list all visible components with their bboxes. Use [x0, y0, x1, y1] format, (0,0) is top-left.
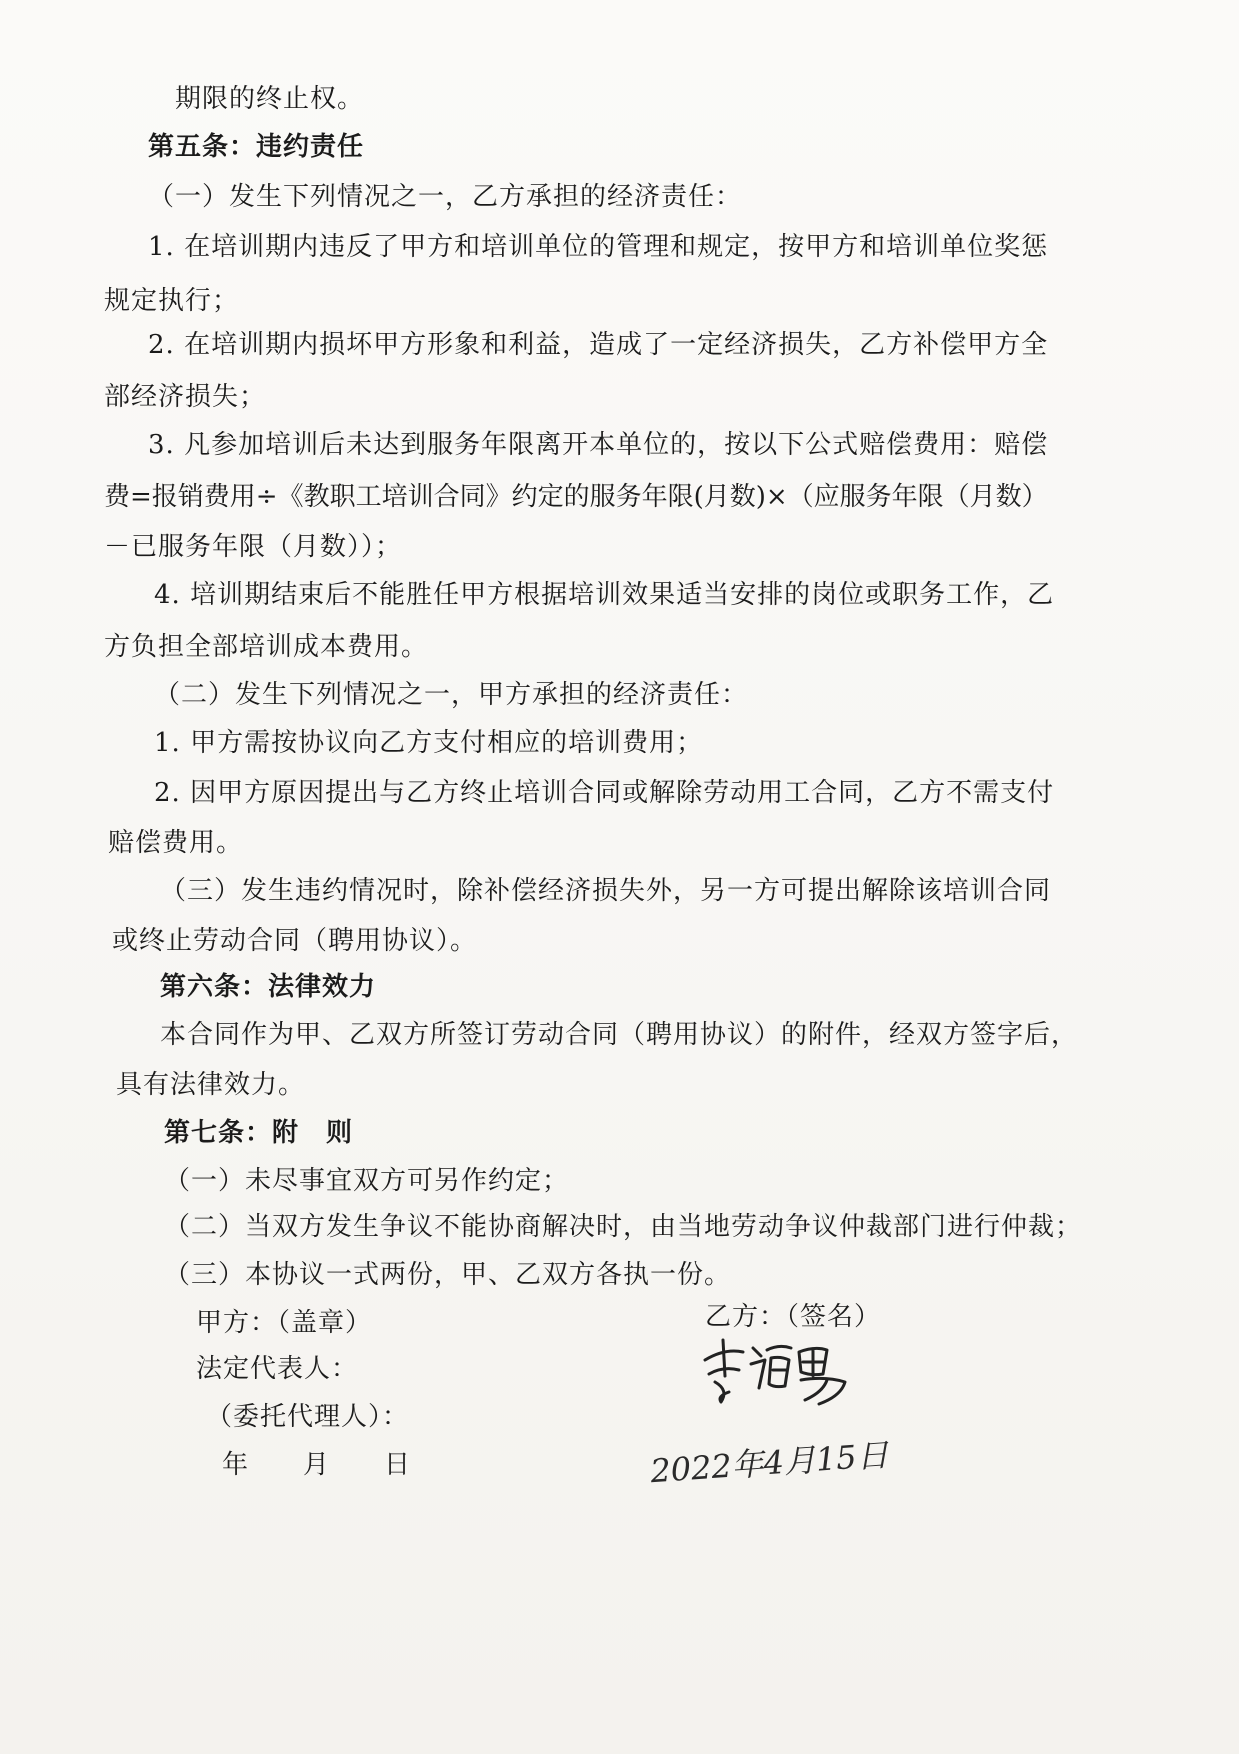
text-line: 部经济损失； [104, 382, 267, 412]
text-line: 具有法律效力。 [116, 1070, 306, 1100]
text-line: 3. 凡参加培训后未达到服务年限离开本单位的，按以下公式赔偿费用：赔偿 [148, 430, 1049, 460]
text-line: 期限的终止权。 [175, 84, 365, 114]
text-line: （一）发生下列情况之一，乙方承担的经济责任： [148, 182, 743, 212]
text-line: 2. 因甲方原因提出与乙方终止培训合同或解除劳动用工合同，乙方不需支付 [154, 778, 1055, 808]
section-heading: 第五条：违约责任 [148, 132, 365, 162]
text-line: 方负担全部培训成本费用。 [104, 632, 429, 662]
party-a-seal-label: 甲方：（盖章） [196, 1308, 373, 1338]
text-line: 费=报销费用÷《教职工培训合同》约定的服务年限(月数)×（应服务年限（月数） [104, 482, 1048, 512]
handwritten-signature [695, 1330, 865, 1410]
text-line: 赔偿费用。 [108, 828, 244, 858]
text-line: （三）发生违约情况时，除补偿经济损失外，另一方可提出解除该培训合同 [160, 876, 1052, 906]
text-line: 或终止劳动合同（聘用协议）。 [112, 926, 478, 956]
text-line: （三）本协议一式两份，甲、乙双方各执一份。 [164, 1260, 732, 1290]
agent-label: （委托代理人）： [206, 1402, 410, 1432]
text-line: －已服务年限（月数））； [104, 532, 403, 562]
signed-date-text: 2022年4月15日 [649, 1435, 890, 1491]
text-line: 规定执行； [104, 286, 240, 316]
text-line: （二）当双方发生争议不能协商解决时，由当地劳动争议仲裁部门进行仲裁； [164, 1212, 1083, 1242]
text-line: 1. 甲方需按协议向乙方支付相应的培训费用； [154, 728, 704, 758]
text-line: 1. 在培训期内违反了甲方和培训单位的管理和规定，按甲方和培训单位奖惩 [148, 232, 1049, 262]
party-b-signature-label: 乙方：（签名） [705, 1302, 882, 1332]
text-line: 本合同作为甲、乙双方所签订劳动合同（聘用协议）的附件，经双方签字后， [160, 1020, 1079, 1050]
signed-date [649, 1430, 890, 1493]
text-line: 4. 培训期结束后不能胜任甲方根据培训效果适当安排的岗位或职务工作，乙 [154, 580, 1055, 610]
section-heading: 第七条：附 则 [164, 1118, 354, 1148]
text-line: （一）未尽事宜双方可另作约定； [164, 1166, 570, 1196]
date-blank-label: 年 月 日 [222, 1450, 412, 1480]
legal-representative-label: 法定代表人： [196, 1354, 359, 1384]
text-line: （二）发生下列情况之一，甲方承担的经济责任： [154, 680, 749, 710]
text-line: 2. 在培训期内损坏甲方形象和利益，造成了一定经济损失，乙方补偿甲方全 [148, 330, 1049, 360]
section-heading: 第六条：法律效力 [160, 972, 377, 1002]
